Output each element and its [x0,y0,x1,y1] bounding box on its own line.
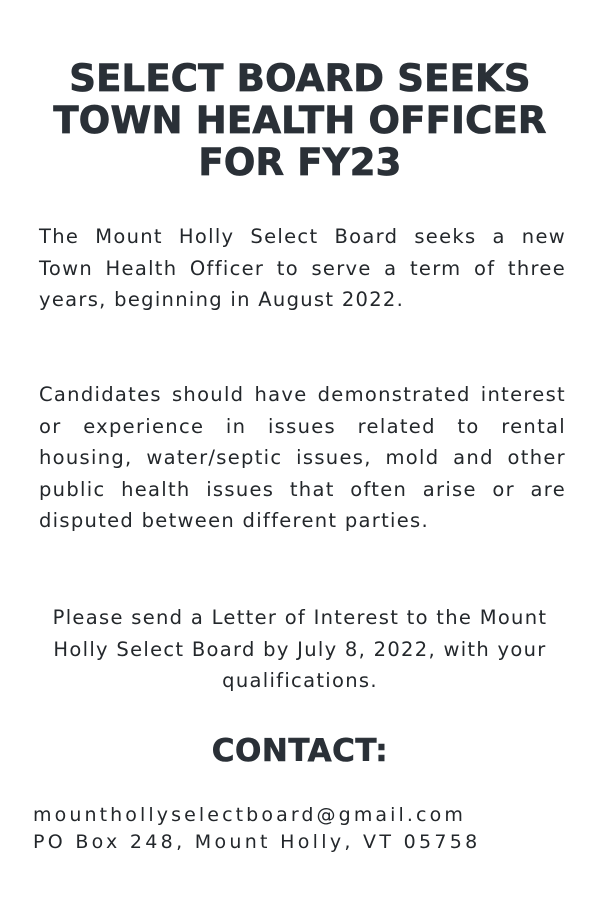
intro-paragraph: The Mount Holly Select Board seeks a new Town Health Officer to serve a term of three years, beginning in August 2022. [39,225,566,311]
contact-heading: CONTACT: [211,733,389,769]
contact-address: PO Box 248, Mount Holly, VT 05758 [33,831,481,853]
headline-line-2: TOWN HEALTH OFFICER [53,99,547,142]
headline [40,58,560,184]
contact-email: mounthollyselectboard@gmail.com [33,804,466,826]
headline-line-1: SELECT BOARD SEEKS [69,57,531,100]
candidates-paragraph: Candidates should have demonstrated interest or experience in issues related to rental housing, water/septic issues, mold and other public health issues that often arise or are disputed between different parties. [39,383,566,532]
instructions-paragraph: Please send a Letter of Interest to the Mount Holly Select Board by July 8, 2022, with your qualifications. [52,606,548,692]
headline-line-3: FOR FY23 [198,141,402,184]
